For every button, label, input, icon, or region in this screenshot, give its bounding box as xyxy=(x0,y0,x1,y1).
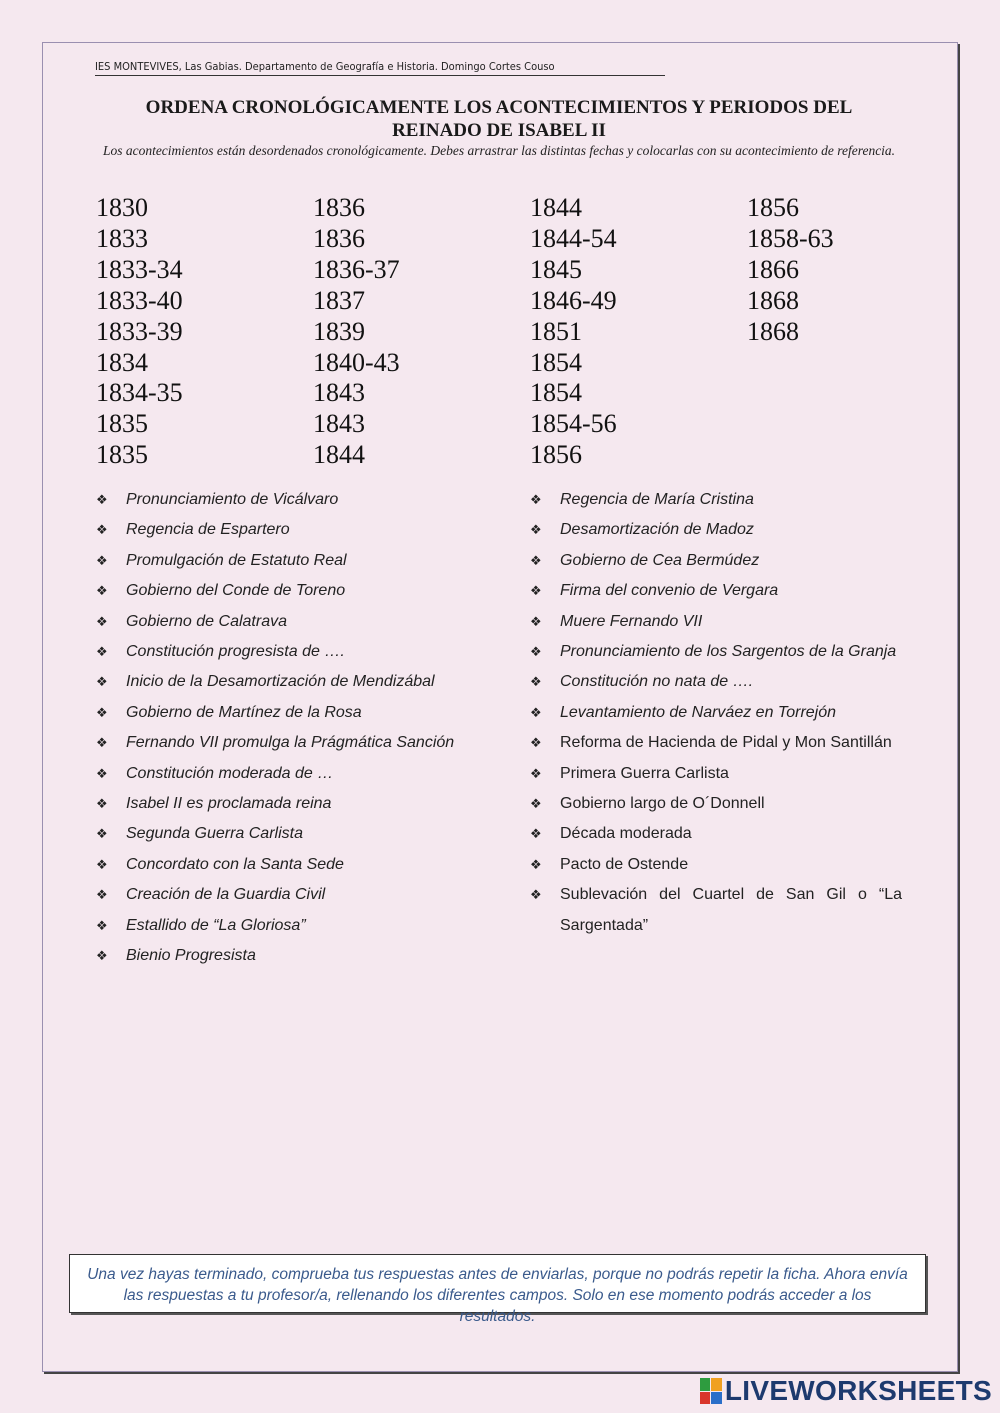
liveworksheets-logo-icon xyxy=(700,1378,722,1404)
event-label: Constitución progresista de …. xyxy=(126,643,345,661)
event-item[interactable] xyxy=(96,667,454,697)
event-label: Gobierno del Conde de Toreno xyxy=(126,582,346,600)
event-label: Gobierno de Calatrava xyxy=(126,612,287,630)
event-label: Pronunciamiento de los Sargentos de la Granja xyxy=(560,643,897,661)
event-item[interactable] xyxy=(530,728,902,758)
diamond-bullet-icon: ❖ xyxy=(96,856,108,872)
title-line-2: REINADO DE ISABEL II xyxy=(392,120,606,141)
school-header: IES MONTEVIVES, Las Gabias. Departamento de Geografía e Historia. Domingo Cortes Couso xyxy=(95,60,665,76)
date-chip[interactable]: 1836-37 xyxy=(313,254,400,284)
event-label: Constitución moderada de … xyxy=(126,764,334,782)
event-label: Estallido de “La Gloriosa” xyxy=(126,916,306,934)
date-chip[interactable]: 1843 xyxy=(313,409,365,439)
event-label: Firma del convenio de Vergara xyxy=(560,582,779,600)
event-item[interactable] xyxy=(530,485,902,515)
event-label: Promulgación de Estatuto Real xyxy=(126,551,347,569)
event-label: Pacto de Ostende xyxy=(560,855,689,873)
event-label: Desamortización de Madoz xyxy=(560,521,754,539)
event-label: Reforma de Hacienda de Pidal y Mon Santillán xyxy=(560,734,892,752)
brand-name: LIVEWORKSHEETS xyxy=(724,1375,992,1406)
diamond-bullet-icon: ❖ xyxy=(96,613,108,629)
event-label: Primera Guerra Carlista xyxy=(560,764,729,782)
event-label: Fernando VII promulga la Prágmática Sanción xyxy=(126,734,455,752)
date-chip[interactable]: 1854 xyxy=(530,347,582,377)
event-item[interactable] xyxy=(530,576,902,606)
date-column-3 xyxy=(530,193,617,471)
date-chip[interactable]: 1868 xyxy=(747,316,799,346)
date-chip[interactable]: 1836 xyxy=(313,193,365,222)
worksheet-title xyxy=(90,96,908,142)
diamond-bullet-icon: ❖ xyxy=(530,704,542,720)
event-item[interactable] xyxy=(530,759,902,789)
diamond-bullet-icon: ❖ xyxy=(96,796,108,812)
event-label: Gobierno de Martínez de la Rosa xyxy=(126,703,362,721)
date-column-1 xyxy=(96,193,183,471)
event-label: Gobierno largo de O´Donnell xyxy=(560,795,765,813)
diamond-bullet-icon: ❖ xyxy=(530,613,542,629)
event-item[interactable] xyxy=(530,850,902,880)
event-item[interactable] xyxy=(96,880,454,910)
event-item[interactable] xyxy=(96,759,454,789)
diamond-bullet-icon: ❖ xyxy=(530,796,542,812)
date-chip[interactable]: 1833-39 xyxy=(96,316,183,346)
date-chip[interactable]: 1845 xyxy=(530,254,582,284)
date-chip[interactable]: 1839 xyxy=(313,316,365,346)
date-chip[interactable]: 1830 xyxy=(96,193,148,222)
event-item[interactable] xyxy=(96,789,454,819)
event-item[interactable] xyxy=(530,698,902,728)
submission-notice: Una vez hayas terminado, comprueba tus respuestas antes de enviarlas, porque no podrás repetir la ficha. Ahora envía las respuestas a tu profesor/a, rellenando los diferentes campos. Solo en ese momento podrás acceder a los resultados. xyxy=(69,1254,926,1313)
event-label: Bienio Progresista xyxy=(126,947,256,965)
diamond-bullet-icon: ❖ xyxy=(530,674,542,690)
event-item[interactable] xyxy=(530,789,902,819)
liveworksheets-brand xyxy=(700,1375,992,1407)
event-label: Levantamiento de Narváez en Torrejón xyxy=(560,703,837,721)
date-chip[interactable]: 1851 xyxy=(530,316,582,346)
diamond-bullet-icon: ❖ xyxy=(530,887,542,903)
event-label: Segunda Guerra Carlista xyxy=(126,825,303,843)
date-chip[interactable]: 1858-63 xyxy=(747,223,834,253)
date-chip[interactable]: 1854 xyxy=(530,378,582,408)
event-label: Sublevación del Cuartel de San Gil o “La Sargentada” xyxy=(560,886,902,934)
date-chip[interactable]: 1868 xyxy=(747,285,799,315)
diamond-bullet-icon: ❖ xyxy=(96,887,108,903)
diamond-bullet-icon: ❖ xyxy=(96,765,108,781)
diamond-bullet-icon: ❖ xyxy=(96,917,108,933)
date-chip[interactable]: 1833 xyxy=(96,223,148,253)
date-chip[interactable]: 1835 xyxy=(96,409,148,439)
event-item[interactable] xyxy=(96,911,454,941)
diamond-bullet-icon: ❖ xyxy=(96,644,108,660)
diamond-bullet-icon: ❖ xyxy=(96,674,108,690)
event-item[interactable] xyxy=(96,576,454,606)
diamond-bullet-icon: ❖ xyxy=(530,765,542,781)
date-chip[interactable]: 1840-43 xyxy=(313,347,400,377)
event-label: Inicio de la Desamortización de Mendizábal xyxy=(126,673,435,691)
event-item[interactable] xyxy=(96,515,454,545)
date-column-2 xyxy=(313,193,400,471)
date-chip[interactable]: 1856 xyxy=(747,193,799,222)
event-label: Década moderada xyxy=(560,825,692,843)
event-label: Isabel II es proclamada reina xyxy=(126,795,332,813)
date-chip[interactable]: 1834 xyxy=(96,347,148,377)
date-chip[interactable]: 1833-40 xyxy=(96,285,183,315)
event-label: Regencia de María Cristina xyxy=(560,491,754,508)
event-label: Pronunciamiento de Vicálvaro xyxy=(126,491,339,508)
event-item[interactable] xyxy=(530,515,902,545)
event-item[interactable] xyxy=(530,880,902,941)
events-list-left xyxy=(96,485,454,972)
event-label: Concordato con la Santa Sede xyxy=(126,855,344,873)
diamond-bullet-icon: ❖ xyxy=(96,583,108,599)
event-item[interactable] xyxy=(96,819,454,849)
date-chip[interactable]: 1837 xyxy=(313,285,365,315)
date-column-4 xyxy=(747,193,834,348)
event-item[interactable] xyxy=(530,667,902,697)
event-item[interactable] xyxy=(530,637,902,667)
event-item[interactable] xyxy=(530,819,902,849)
diamond-bullet-icon: ❖ xyxy=(96,492,108,507)
diamond-bullet-icon: ❖ xyxy=(530,552,542,568)
date-chip[interactable]: 1834-35 xyxy=(96,378,183,408)
event-item[interactable] xyxy=(96,850,454,880)
diamond-bullet-icon: ❖ xyxy=(530,583,542,599)
date-chip[interactable]: 1866 xyxy=(747,254,799,284)
events-list-right xyxy=(530,485,902,941)
event-label: Constitución no nata de …. xyxy=(560,673,754,691)
event-item[interactable] xyxy=(96,485,454,515)
date-chip[interactable]: 1833-34 xyxy=(96,254,183,284)
diamond-bullet-icon: ❖ xyxy=(530,735,542,751)
event-item[interactable] xyxy=(96,728,454,758)
event-item[interactable] xyxy=(96,607,454,637)
date-chip[interactable]: 1844-54 xyxy=(530,223,617,253)
date-chip[interactable]: 1844 xyxy=(313,440,365,470)
event-item[interactable] xyxy=(96,941,454,971)
event-item[interactable] xyxy=(96,698,454,728)
diamond-bullet-icon: ❖ xyxy=(530,644,542,660)
diamond-bullet-icon: ❖ xyxy=(530,856,542,872)
title-line-1: ORDENA CRONOLÓGICAMENTE LOS ACONTECIMIENTOS Y PERIODOS DEL xyxy=(145,97,853,118)
diamond-bullet-icon: ❖ xyxy=(530,522,542,538)
date-chip[interactable]: 1843 xyxy=(313,378,365,408)
diamond-bullet-icon: ❖ xyxy=(96,704,108,720)
event-label: Regencia de Espartero xyxy=(126,521,290,539)
date-chip[interactable]: 1836 xyxy=(313,223,365,253)
diamond-bullet-icon: ❖ xyxy=(96,948,108,964)
event-item[interactable] xyxy=(96,546,454,576)
diamond-bullet-icon: ❖ xyxy=(530,826,542,842)
event-item[interactable] xyxy=(96,637,454,667)
date-chip[interactable]: 1835 xyxy=(96,440,148,470)
date-chip[interactable]: 1844 xyxy=(530,193,582,222)
diamond-bullet-icon: ❖ xyxy=(530,492,542,507)
instructions: Los acontecimientos están desordenados cronológicamente. Debes arrastrar las distintas fechas y colocarlas con su acontecimiento de referencia. xyxy=(102,143,896,158)
diamond-bullet-icon: ❖ xyxy=(96,826,108,842)
event-label: Muere Fernando VII xyxy=(560,612,703,630)
date-chip[interactable]: 1856 xyxy=(530,440,582,470)
diamond-bullet-icon: ❖ xyxy=(96,522,108,538)
date-chip[interactable]: 1854-56 xyxy=(530,409,617,439)
event-label: Gobierno de Cea Bermúdez xyxy=(560,551,760,569)
date-chip[interactable]: 1846-49 xyxy=(530,285,617,315)
event-label: Creación de la Guardia Civil xyxy=(126,886,326,904)
event-item[interactable] xyxy=(530,546,902,576)
diamond-bullet-icon: ❖ xyxy=(96,552,108,568)
diamond-bullet-icon: ❖ xyxy=(96,735,108,751)
event-item[interactable] xyxy=(530,607,902,637)
